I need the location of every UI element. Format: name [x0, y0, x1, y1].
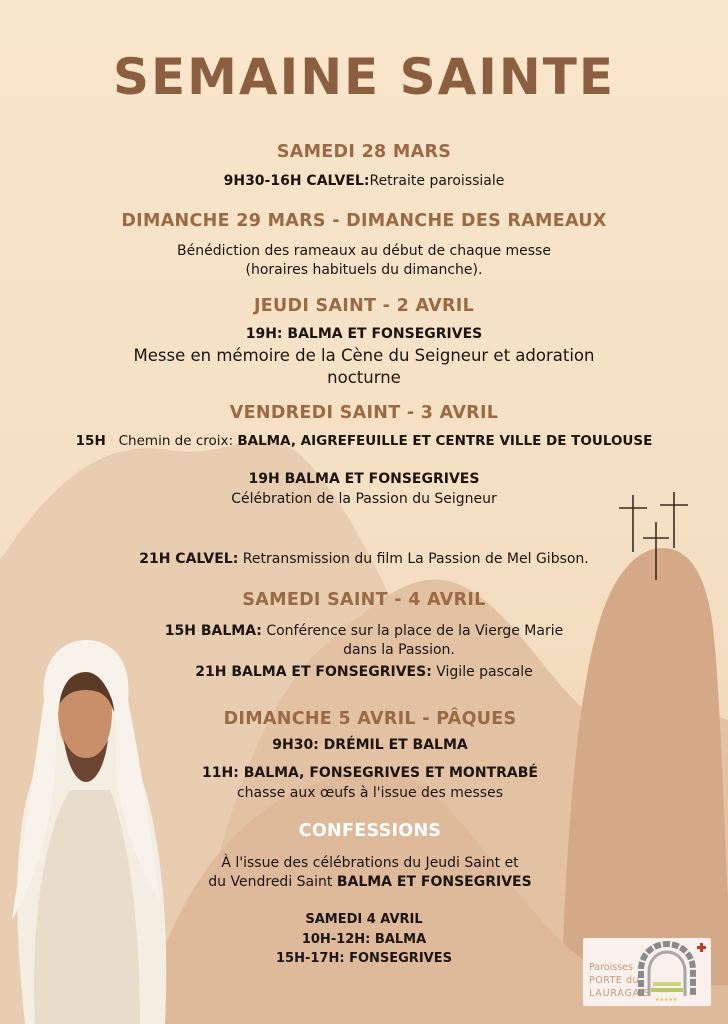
time-location: 21H BALMA ET FONSEGRIVES: — [195, 664, 432, 680]
time-location: 21H CALVEL: — [139, 551, 239, 567]
paques-time-location-2: 11H: BALMA, FONSEGRIVES ET MONTRABÉ — [202, 765, 538, 781]
confessions-line-2 — [0, 874, 728, 890]
time-location: 15H BALMA: — [164, 623, 262, 639]
paques-time-location-1: 9H30: DRÉMIL ET BALMA — [272, 737, 468, 753]
samedi-line-2 — [0, 664, 728, 680]
event-text: Chemin de croix: — [118, 433, 238, 449]
parish-logo — [583, 938, 711, 1006]
rameaux-line-2: (horaires habituels du dimanche). — [245, 262, 483, 278]
confessions-day: SAMEDI 4 AVRIL — [305, 912, 423, 927]
heading-paques: DIMANCHE 5 AVRIL - PÂQUES — [223, 709, 517, 729]
confessions-line-1: À l'issue des célébrations du Jeudi Saint et — [221, 855, 519, 871]
jeudi-line-1: Messe en mémoire de la Cène du Seigneur et adoration — [133, 346, 595, 365]
event-text: Vigile pascale — [431, 664, 533, 680]
event-text: Conférence sur la place de la Vierge Marie — [261, 623, 564, 639]
heading-dimanche-rameaux: DIMANCHE 29 MARS - DIMANCHE DES RAMEAUX — [121, 211, 607, 231]
logo-line-1: Paroisses — [589, 962, 633, 973]
event-text: du Vendredi Saint — [208, 874, 337, 890]
vendredi-line-3 — [0, 551, 728, 567]
jeudi-time-location: 19H: BALMA ET FONSEGRIVES — [245, 326, 483, 342]
paques-line-2: chasse aux œufs à l'issue des messes — [236, 785, 504, 801]
heading-samedi-saint: SAMEDI SAINT - 4 AVRIL — [242, 590, 486, 610]
rameaux-line-1: Bénédiction des rameaux au début de chaque messe — [177, 243, 551, 259]
confessions-slot-2: 15H-17H: FONSEGRIVES — [276, 951, 452, 966]
confessions-slot-1: 10H-12H: BALMA — [301, 932, 427, 947]
page-title: SEMAINE SAINTE — [112, 48, 616, 106]
time-location: 9H30-16H CALVEL: — [223, 173, 370, 189]
samedi-line-1 — [0, 623, 728, 639]
vendredi-line-1 — [0, 433, 728, 449]
red-cross-icon — [697, 943, 706, 952]
svg-text:★★★★★: ★★★★★ — [655, 997, 678, 1003]
vendredi-time-location-2: 19H BALMA ET FONSEGRIVES — [248, 471, 480, 487]
heading-jeudi-saint: JEUDI SAINT - 2 AVRIL — [253, 296, 475, 316]
heading-samedi-28-mars: SAMEDI 28 MARS — [276, 142, 452, 162]
samedi-line-1b: dans la Passion. — [343, 642, 455, 658]
time: 15H — [75, 433, 106, 449]
location: BALMA ET FONSEGRIVES — [336, 874, 532, 890]
location: BALMA, AIGREFEUILLE ET CENTRE VILLE DE TOULOUSE — [237, 433, 653, 449]
heading-vendredi-saint: VENDREDI SAINT - 3 AVRIL — [229, 403, 499, 423]
vendredi-line-2: Célébration de la Passion du Seigneur — [231, 491, 497, 507]
event-text: Retransmission du film La Passion de Mel Gibson. — [238, 551, 589, 567]
logo-line-2: PORTE du — [589, 975, 639, 986]
event-text: Retraite paroissiale — [369, 173, 505, 189]
jeudi-line-2: nocturne — [327, 368, 401, 387]
line-retraite — [0, 173, 728, 189]
heading-confessions: CONFESSIONS — [298, 821, 442, 841]
logo-line-3: LAURAGAIS — [589, 988, 651, 999]
